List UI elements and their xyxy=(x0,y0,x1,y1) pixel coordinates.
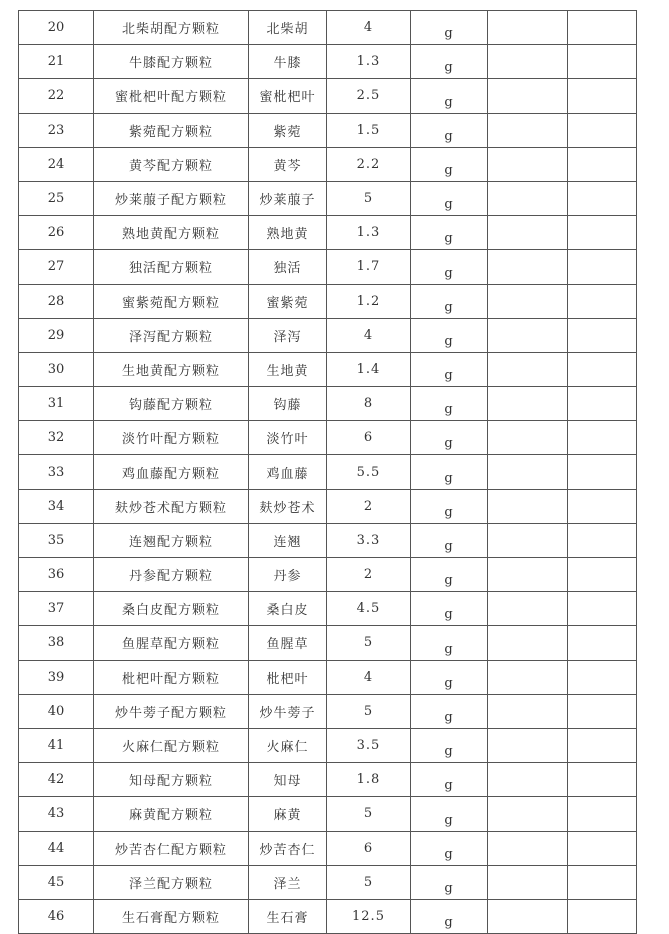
row-number-cell: 37 xyxy=(19,592,94,626)
unit-cell: g xyxy=(411,147,488,181)
row-number-cell: 21 xyxy=(19,45,94,79)
granule-name-cell: 生地黄配方颗粒 xyxy=(94,352,249,386)
herb-name-cell: 泽兰 xyxy=(249,865,327,899)
unit-cell: g xyxy=(411,865,488,899)
blank-cell xyxy=(488,421,568,455)
unit-cell: g xyxy=(411,831,488,865)
dose-cell: 5.5 xyxy=(327,455,411,489)
blank-cell xyxy=(568,216,637,250)
row-number-cell: 38 xyxy=(19,626,94,660)
dose-cell: 12.5 xyxy=(327,899,411,933)
dose-cell: 5 xyxy=(327,797,411,831)
blank-cell xyxy=(568,284,637,318)
table-row xyxy=(19,11,637,45)
blank-cell xyxy=(568,831,637,865)
blank-cell xyxy=(568,523,637,557)
table-row xyxy=(19,250,637,284)
granule-name-cell: 鸡血藤配方颗粒 xyxy=(94,455,249,489)
row-number-cell: 25 xyxy=(19,181,94,215)
dose-cell: 1.8 xyxy=(327,763,411,797)
dose-cell: 5 xyxy=(327,626,411,660)
blank-cell xyxy=(568,660,637,694)
unit-cell: g xyxy=(411,728,488,762)
dose-cell: 4.5 xyxy=(327,592,411,626)
blank-cell xyxy=(568,147,637,181)
unit-cell: g xyxy=(411,763,488,797)
dose-cell: 5 xyxy=(327,694,411,728)
blank-cell xyxy=(488,728,568,762)
row-number-cell: 44 xyxy=(19,831,94,865)
blank-cell xyxy=(568,763,637,797)
table-row xyxy=(19,763,637,797)
blank-cell xyxy=(488,797,568,831)
blank-cell xyxy=(568,11,637,45)
blank-cell xyxy=(488,455,568,489)
blank-cell xyxy=(488,763,568,797)
row-number-cell: 27 xyxy=(19,250,94,284)
herb-name-cell: 北柴胡 xyxy=(249,11,327,45)
blank-cell xyxy=(488,489,568,523)
herb-name-cell: 紫菀 xyxy=(249,113,327,147)
row-number-cell: 32 xyxy=(19,421,94,455)
granule-name-cell: 黄芩配方颗粒 xyxy=(94,147,249,181)
table-row xyxy=(19,216,637,250)
table-row xyxy=(19,421,637,455)
row-number-cell: 45 xyxy=(19,865,94,899)
table-row xyxy=(19,626,637,660)
unit-cell: g xyxy=(411,387,488,421)
unit-cell: g xyxy=(411,181,488,215)
row-number-cell: 24 xyxy=(19,147,94,181)
herb-name-cell: 连翘 xyxy=(249,523,327,557)
unit-cell: g xyxy=(411,250,488,284)
blank-cell xyxy=(568,865,637,899)
table-row xyxy=(19,284,637,318)
unit-cell: g xyxy=(411,626,488,660)
herb-name-cell: 麸炒苍术 xyxy=(249,489,327,523)
blank-cell xyxy=(568,352,637,386)
blank-cell xyxy=(488,626,568,660)
row-number-cell: 42 xyxy=(19,763,94,797)
herb-name-cell: 生石膏 xyxy=(249,899,327,933)
table-row xyxy=(19,728,637,762)
table-row xyxy=(19,113,637,147)
row-number-cell: 41 xyxy=(19,728,94,762)
blank-cell xyxy=(488,216,568,250)
blank-cell xyxy=(488,147,568,181)
granule-name-cell: 炒苦杏仁配方颗粒 xyxy=(94,831,249,865)
granule-name-cell: 独活配方颗粒 xyxy=(94,250,249,284)
granule-name-cell: 泽兰配方颗粒 xyxy=(94,865,249,899)
unit-cell: g xyxy=(411,660,488,694)
herb-name-cell: 牛膝 xyxy=(249,45,327,79)
blank-cell xyxy=(568,455,637,489)
granule-name-cell: 北柴胡配方颗粒 xyxy=(94,11,249,45)
table-row xyxy=(19,523,637,557)
herb-name-cell: 钩藤 xyxy=(249,387,327,421)
granule-name-cell: 丹参配方颗粒 xyxy=(94,558,249,592)
dose-cell: 2 xyxy=(327,558,411,592)
blank-cell xyxy=(568,387,637,421)
blank-cell xyxy=(488,592,568,626)
dose-cell: 4 xyxy=(327,11,411,45)
herb-name-cell: 泽泻 xyxy=(249,318,327,352)
blank-cell xyxy=(568,45,637,79)
row-number-cell: 30 xyxy=(19,352,94,386)
row-number-cell: 46 xyxy=(19,899,94,933)
herb-name-cell: 黄芩 xyxy=(249,147,327,181)
dose-cell: 1.4 xyxy=(327,352,411,386)
blank-cell xyxy=(568,728,637,762)
granule-name-cell: 麸炒苍术配方颗粒 xyxy=(94,489,249,523)
granule-name-cell: 枇杷叶配方颗粒 xyxy=(94,660,249,694)
herb-name-cell: 鱼腥草 xyxy=(249,626,327,660)
blank-cell xyxy=(488,318,568,352)
granule-name-cell: 紫菀配方颗粒 xyxy=(94,113,249,147)
blank-cell xyxy=(568,626,637,660)
table-row xyxy=(19,489,637,523)
table-row xyxy=(19,797,637,831)
dose-cell: 5 xyxy=(327,865,411,899)
unit-cell: g xyxy=(411,421,488,455)
blank-cell xyxy=(488,694,568,728)
blank-cell xyxy=(568,250,637,284)
blank-cell xyxy=(488,79,568,113)
blank-cell xyxy=(568,489,637,523)
row-number-cell: 23 xyxy=(19,113,94,147)
herb-name-cell: 炒莱菔子 xyxy=(249,181,327,215)
herb-name-cell: 知母 xyxy=(249,763,327,797)
herb-name-cell: 丹参 xyxy=(249,558,327,592)
row-number-cell: 40 xyxy=(19,694,94,728)
row-number-cell: 28 xyxy=(19,284,94,318)
dose-cell: 1.3 xyxy=(327,216,411,250)
herb-name-cell: 鸡血藤 xyxy=(249,455,327,489)
dose-cell: 8 xyxy=(327,387,411,421)
blank-cell xyxy=(568,318,637,352)
blank-cell xyxy=(568,79,637,113)
dose-cell: 6 xyxy=(327,831,411,865)
blank-cell xyxy=(488,181,568,215)
row-number-cell: 34 xyxy=(19,489,94,523)
unit-cell: g xyxy=(411,797,488,831)
blank-cell xyxy=(568,694,637,728)
blank-cell xyxy=(488,523,568,557)
blank-cell xyxy=(568,592,637,626)
unit-cell: g xyxy=(411,489,488,523)
blank-cell xyxy=(568,421,637,455)
herb-name-cell: 麻黄 xyxy=(249,797,327,831)
unit-cell: g xyxy=(411,79,488,113)
unit-cell: g xyxy=(411,558,488,592)
row-number-cell: 33 xyxy=(19,455,94,489)
row-number-cell: 26 xyxy=(19,216,94,250)
granule-name-cell: 桑白皮配方颗粒 xyxy=(94,592,249,626)
granule-name-cell: 蜜紫菀配方颗粒 xyxy=(94,284,249,318)
row-number-cell: 22 xyxy=(19,79,94,113)
blank-cell xyxy=(488,250,568,284)
row-number-cell: 39 xyxy=(19,660,94,694)
row-number-cell: 43 xyxy=(19,797,94,831)
blank-cell xyxy=(568,181,637,215)
unit-cell: g xyxy=(411,216,488,250)
table-row xyxy=(19,318,637,352)
unit-cell: g xyxy=(411,455,488,489)
table-row xyxy=(19,558,637,592)
blank-cell xyxy=(488,113,568,147)
dose-cell: 3.5 xyxy=(327,728,411,762)
unit-cell: g xyxy=(411,592,488,626)
row-number-cell: 36 xyxy=(19,558,94,592)
granule-name-cell: 泽泻配方颗粒 xyxy=(94,318,249,352)
granule-name-cell: 炒牛蒡子配方颗粒 xyxy=(94,694,249,728)
dose-cell: 2.5 xyxy=(327,79,411,113)
herb-name-cell: 蜜紫菀 xyxy=(249,284,327,318)
dose-cell: 3.3 xyxy=(327,523,411,557)
herb-name-cell: 枇杷叶 xyxy=(249,660,327,694)
table-row xyxy=(19,694,637,728)
granule-name-cell: 淡竹叶配方颗粒 xyxy=(94,421,249,455)
blank-cell xyxy=(488,899,568,933)
table-row xyxy=(19,147,637,181)
blank-cell xyxy=(568,797,637,831)
blank-cell xyxy=(488,284,568,318)
blank-cell xyxy=(488,387,568,421)
granule-name-cell: 生石膏配方颗粒 xyxy=(94,899,249,933)
table-row xyxy=(19,865,637,899)
table-row xyxy=(19,181,637,215)
unit-cell: g xyxy=(411,523,488,557)
unit-cell: g xyxy=(411,284,488,318)
herb-name-cell: 火麻仁 xyxy=(249,728,327,762)
granule-name-cell: 连翘配方颗粒 xyxy=(94,523,249,557)
herb-name-cell: 淡竹叶 xyxy=(249,421,327,455)
dose-cell: 2 xyxy=(327,489,411,523)
dose-cell: 5 xyxy=(327,181,411,215)
granule-name-cell: 炒莱菔子配方颗粒 xyxy=(94,181,249,215)
table-row xyxy=(19,831,637,865)
table-body xyxy=(19,11,637,934)
unit-cell: g xyxy=(411,113,488,147)
granule-formula-table xyxy=(18,10,637,934)
unit-cell: g xyxy=(411,11,488,45)
blank-cell xyxy=(488,831,568,865)
dose-cell: 1.3 xyxy=(327,45,411,79)
unit-cell: g xyxy=(411,694,488,728)
blank-cell xyxy=(488,558,568,592)
granule-name-cell: 熟地黄配方颗粒 xyxy=(94,216,249,250)
herb-name-cell: 炒牛蒡子 xyxy=(249,694,327,728)
dose-cell: 1.5 xyxy=(327,113,411,147)
unit-cell: g xyxy=(411,318,488,352)
granule-name-cell: 鱼腥草配方颗粒 xyxy=(94,626,249,660)
table-row xyxy=(19,899,637,933)
blank-cell xyxy=(488,11,568,45)
herb-name-cell: 蜜枇杷叶 xyxy=(249,79,327,113)
blank-cell xyxy=(488,45,568,79)
unit-cell: g xyxy=(411,45,488,79)
table-row xyxy=(19,455,637,489)
blank-cell xyxy=(568,113,637,147)
herb-name-cell: 桑白皮 xyxy=(249,592,327,626)
granule-name-cell: 牛膝配方颗粒 xyxy=(94,45,249,79)
dose-cell: 4 xyxy=(327,318,411,352)
granule-name-cell: 知母配方颗粒 xyxy=(94,763,249,797)
row-number-cell: 20 xyxy=(19,11,94,45)
table-row xyxy=(19,660,637,694)
table-row xyxy=(19,352,637,386)
blank-cell xyxy=(568,899,637,933)
table-row xyxy=(19,592,637,626)
granule-name-cell: 钩藤配方颗粒 xyxy=(94,387,249,421)
row-number-cell: 29 xyxy=(19,318,94,352)
unit-cell: g xyxy=(411,899,488,933)
granule-name-cell: 麻黄配方颗粒 xyxy=(94,797,249,831)
herb-name-cell: 熟地黄 xyxy=(249,216,327,250)
dose-cell: 2.2 xyxy=(327,147,411,181)
dose-cell: 6 xyxy=(327,421,411,455)
unit-cell: g xyxy=(411,352,488,386)
table-row xyxy=(19,79,637,113)
blank-cell xyxy=(568,558,637,592)
granule-name-cell: 火麻仁配方颗粒 xyxy=(94,728,249,762)
dose-cell: 1.7 xyxy=(327,250,411,284)
table-row xyxy=(19,387,637,421)
blank-cell xyxy=(488,865,568,899)
row-number-cell: 31 xyxy=(19,387,94,421)
blank-cell xyxy=(488,352,568,386)
dose-cell: 4 xyxy=(327,660,411,694)
herb-name-cell: 独活 xyxy=(249,250,327,284)
dose-cell: 1.2 xyxy=(327,284,411,318)
herb-name-cell: 炒苦杏仁 xyxy=(249,831,327,865)
granule-name-cell: 蜜枇杷叶配方颗粒 xyxy=(94,79,249,113)
blank-cell xyxy=(488,660,568,694)
herb-name-cell: 生地黄 xyxy=(249,352,327,386)
row-number-cell: 35 xyxy=(19,523,94,557)
table-row xyxy=(19,45,637,79)
